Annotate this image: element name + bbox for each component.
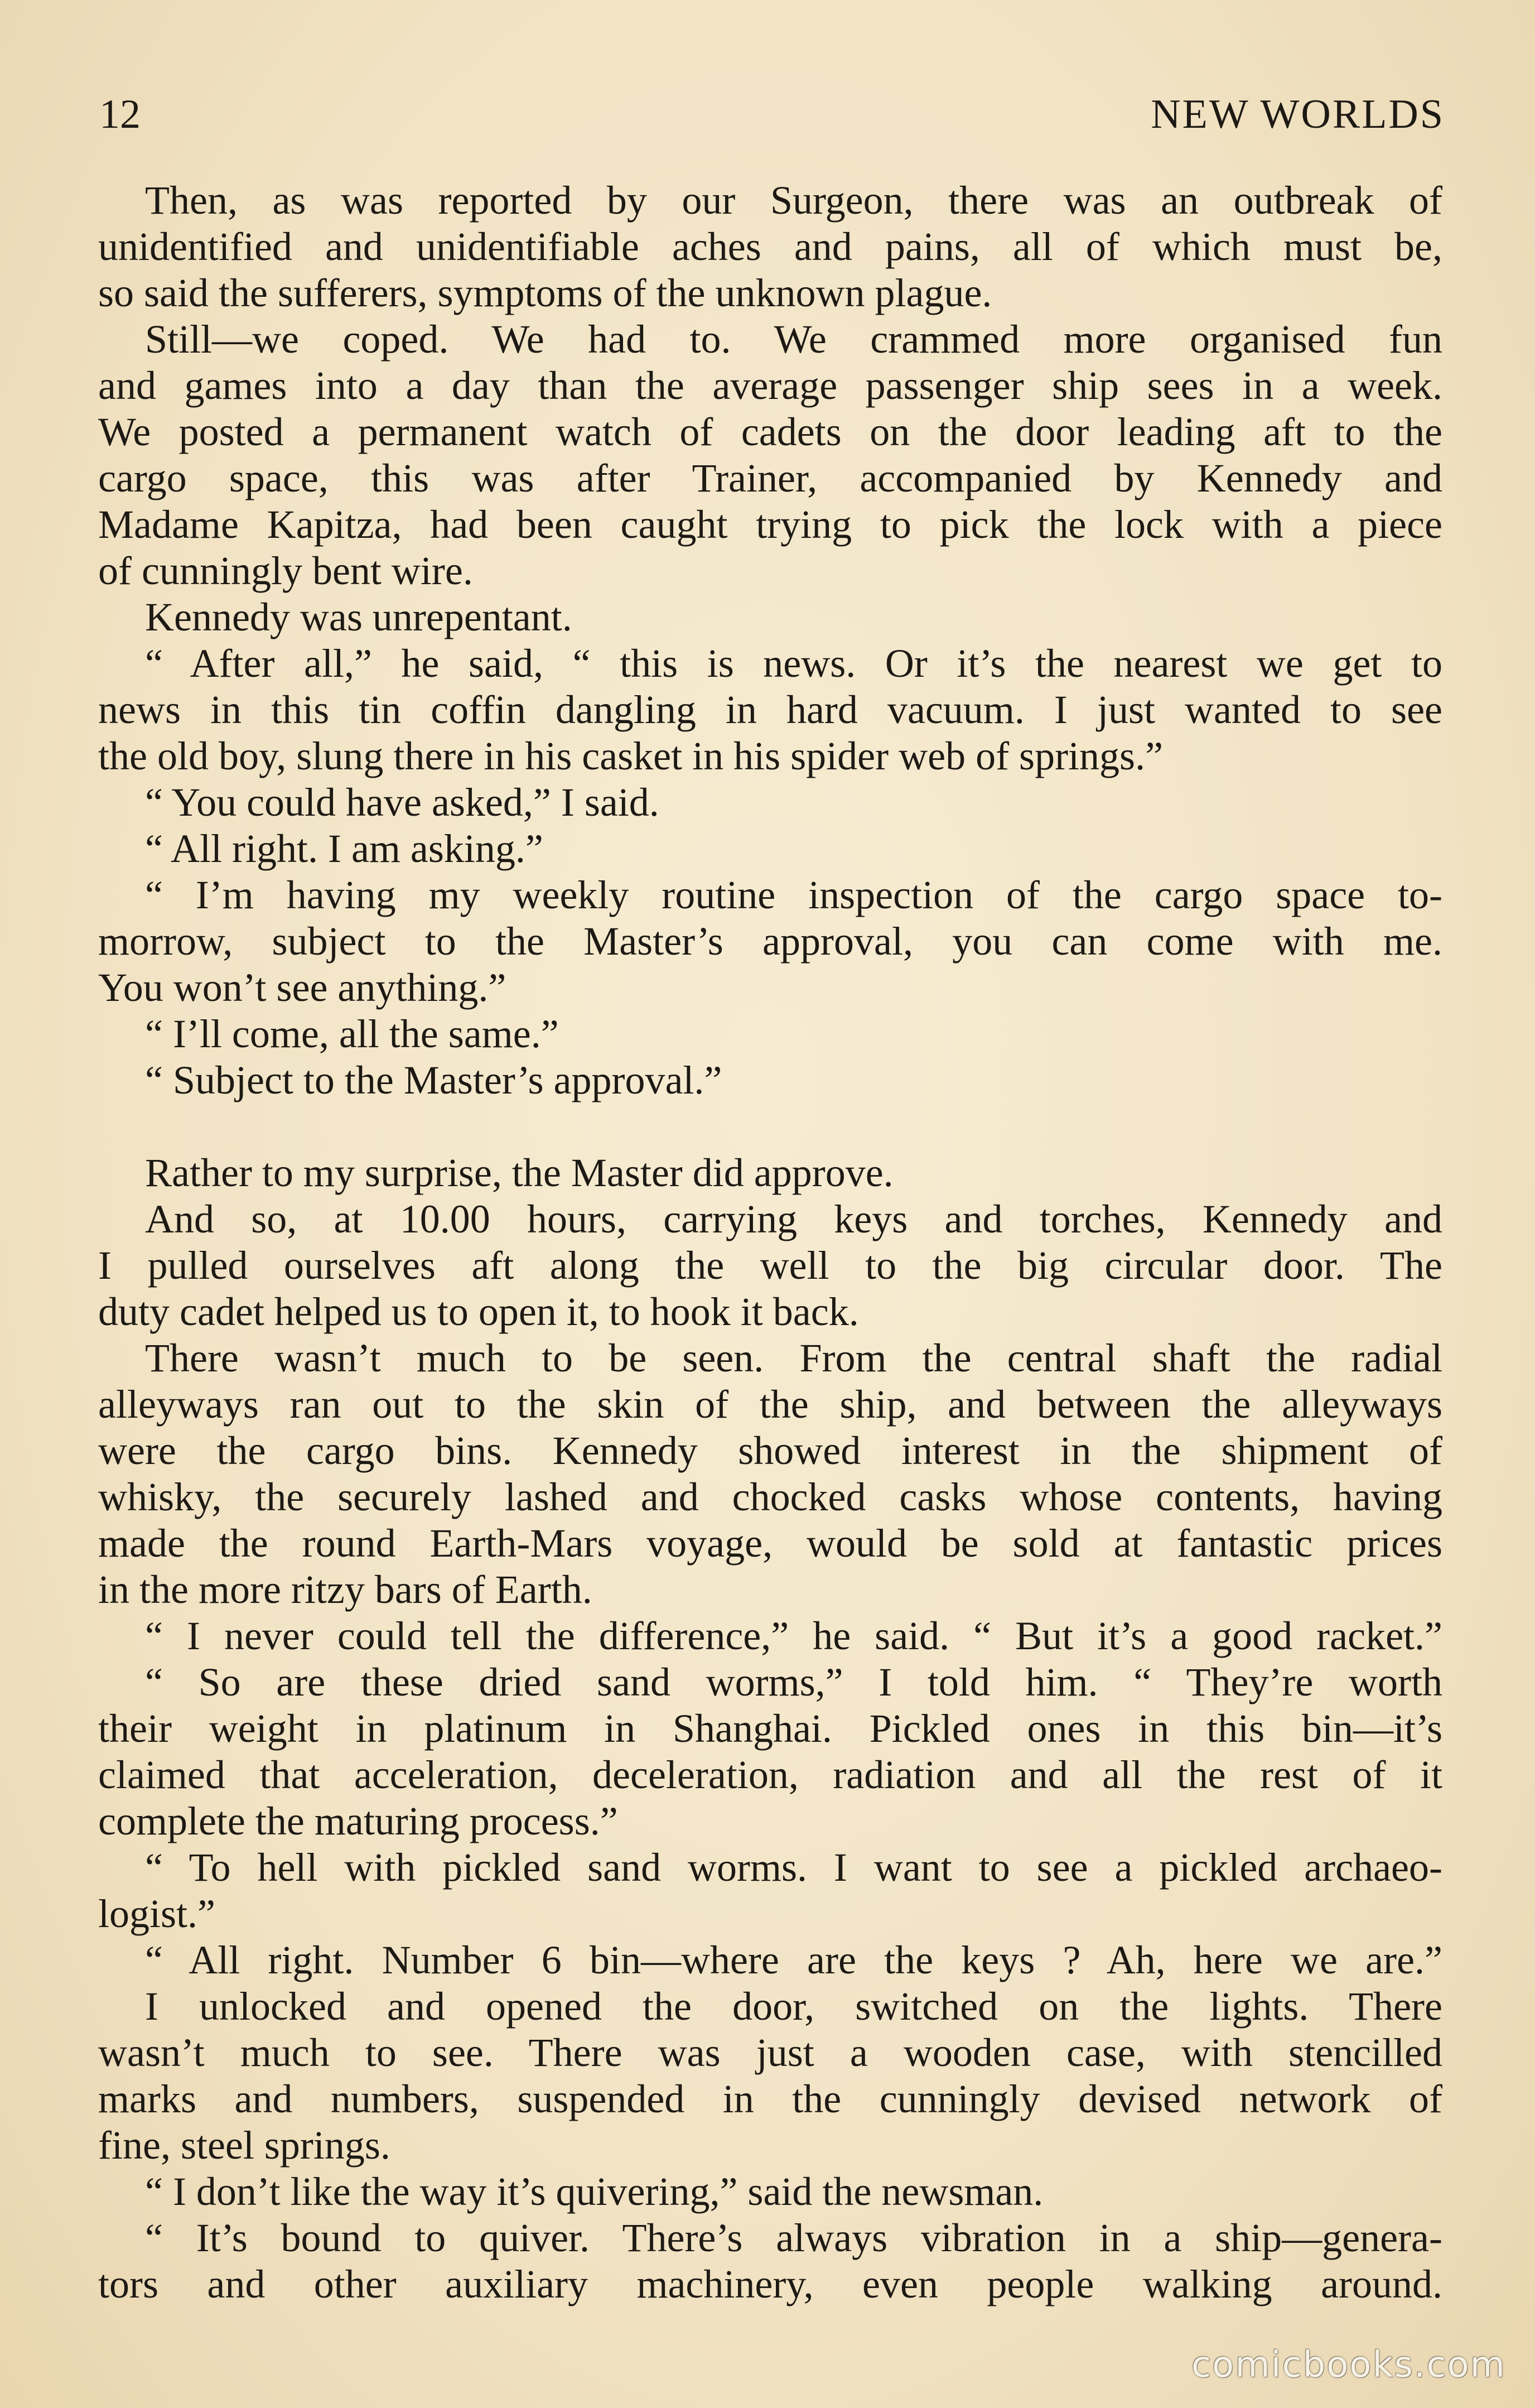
text-line: “ All right. I am asking.” <box>145 826 543 871</box>
page-number: 12 <box>99 91 141 137</box>
text-line: fine, steel springs. <box>98 2123 390 2168</box>
text-line: alleyways ran out to the skin of the ship, and between the alleyways <box>98 1382 1442 1427</box>
text-line: “ To hell with pickled sand worms. I want to see a pickled archaeo- <box>145 1845 1442 1890</box>
text-line: so said the sufferers, symptoms of the unknown plague. <box>98 271 992 315</box>
text-line: There wasn’t much to be seen. From the central shaft the radial <box>145 1336 1442 1380</box>
text-line: Still—we coped. We had to. We crammed more organised fun <box>145 317 1442 362</box>
text-line: duty cadet helped us to open it, to hook it back. <box>98 1289 859 1334</box>
text-line: You won’t see anything.” <box>98 965 506 1010</box>
text-line: I pulled ourselves aft along the well to the big circular door. The <box>98 1243 1442 1288</box>
running-title: NEW WORLDS <box>1151 91 1445 137</box>
text-line: And so, at 10.00 hours, carrying keys and torches, Kennedy and <box>145 1197 1442 1241</box>
text-line: made the round Earth-Mars voyage, would be sold at fantastic prices <box>98 1521 1442 1566</box>
text-line: “ I don’t like the way it’s quivering,” said the newsman. <box>145 2169 1044 2214</box>
text-line: Madame Kapitza, had been caught trying to pick the lock with a piece <box>98 502 1442 547</box>
text-line: “ I never could tell the difference,” he said. “ But it’s a good racket.” <box>145 1614 1442 1658</box>
text-line: morrow, subject to the Master’s approval, you can come with me. <box>98 919 1442 964</box>
text-line: “ You could have asked,” I said. <box>145 780 659 825</box>
text-line: “ After all,” he said, “ this is news. Or it’s the nearest we get to <box>145 641 1442 686</box>
text-line: Kennedy was unrepentant. <box>145 595 572 639</box>
text-line: Then, as was reported by our Surgeon, there was an outbreak of <box>145 178 1442 223</box>
text-line: I unlocked and opened the door, switched on the lights. There <box>145 1984 1442 2029</box>
text-line: “ I’m having my weekly routine inspection of the cargo space to- <box>145 873 1442 917</box>
text-line: cargo space, this was after Trainer, accompanied by Kennedy and <box>98 456 1442 500</box>
text-line: claimed that acceleration, deceleration, radiation and all the rest of it <box>98 1752 1442 1797</box>
text-line: and games into a day than the average passenger ship sees in a week. <box>98 363 1442 408</box>
watermark: comicbooks.com <box>1191 2344 1506 2386</box>
text-line: news in this tin coffin dangling in hard vacuum. I just wanted to see <box>98 687 1442 732</box>
text-line: were the cargo bins. Kennedy showed interest in the shipment of <box>98 1428 1442 1473</box>
text-body <box>98 177 1442 2308</box>
text-line: Rather to my surprise, the Master did approve. <box>145 1150 894 1195</box>
text-line: “ All right. Number 6 bin—where are the keys ? Ah, here we are.” <box>145 1938 1442 1982</box>
text-line: We posted a permanent watch of cadets on the door leading aft to the <box>98 410 1442 454</box>
text-line: “ It’s bound to quiver. There’s always vibration in a ship—genera- <box>145 2216 1442 2260</box>
text-line: the old boy, slung there in his casket in his spider web of springs.” <box>98 734 1164 778</box>
text-line: in the more ritzy bars of Earth. <box>98 1567 592 1612</box>
text-line: their weight in platinum in Shanghai. Pickled ones in this bin—it’s <box>98 1706 1442 1751</box>
text-line: wasn’t much to see. There was just a wooden case, with stencilled <box>98 2030 1442 2075</box>
text-line: complete the maturing process.” <box>98 1799 618 1843</box>
text-line: marks and numbers, suspended in the cunningly devised network of <box>98 2077 1442 2121</box>
text-line: of cunningly bent wire. <box>98 548 473 593</box>
section-break <box>98 1104 1442 1150</box>
text-line: unidentified and unidentifiable aches and pains, all of which must be, <box>98 224 1442 269</box>
running-head <box>99 84 1445 145</box>
text-line: whisky, the securely lashed and chocked casks whose contents, having <box>98 1475 1442 1519</box>
text-line: “ So are these dried sand worms,” I told him. “ They’re worth <box>145 1660 1442 1704</box>
text-line: “ I’ll come, all the same.” <box>145 1012 559 1056</box>
text-line: tors and other auxiliary machinery, even people walking around. <box>98 2262 1442 2306</box>
text-line: “ Subject to the Master’s approval.” <box>145 1058 722 1102</box>
text-line: logist.” <box>98 1891 215 1936</box>
